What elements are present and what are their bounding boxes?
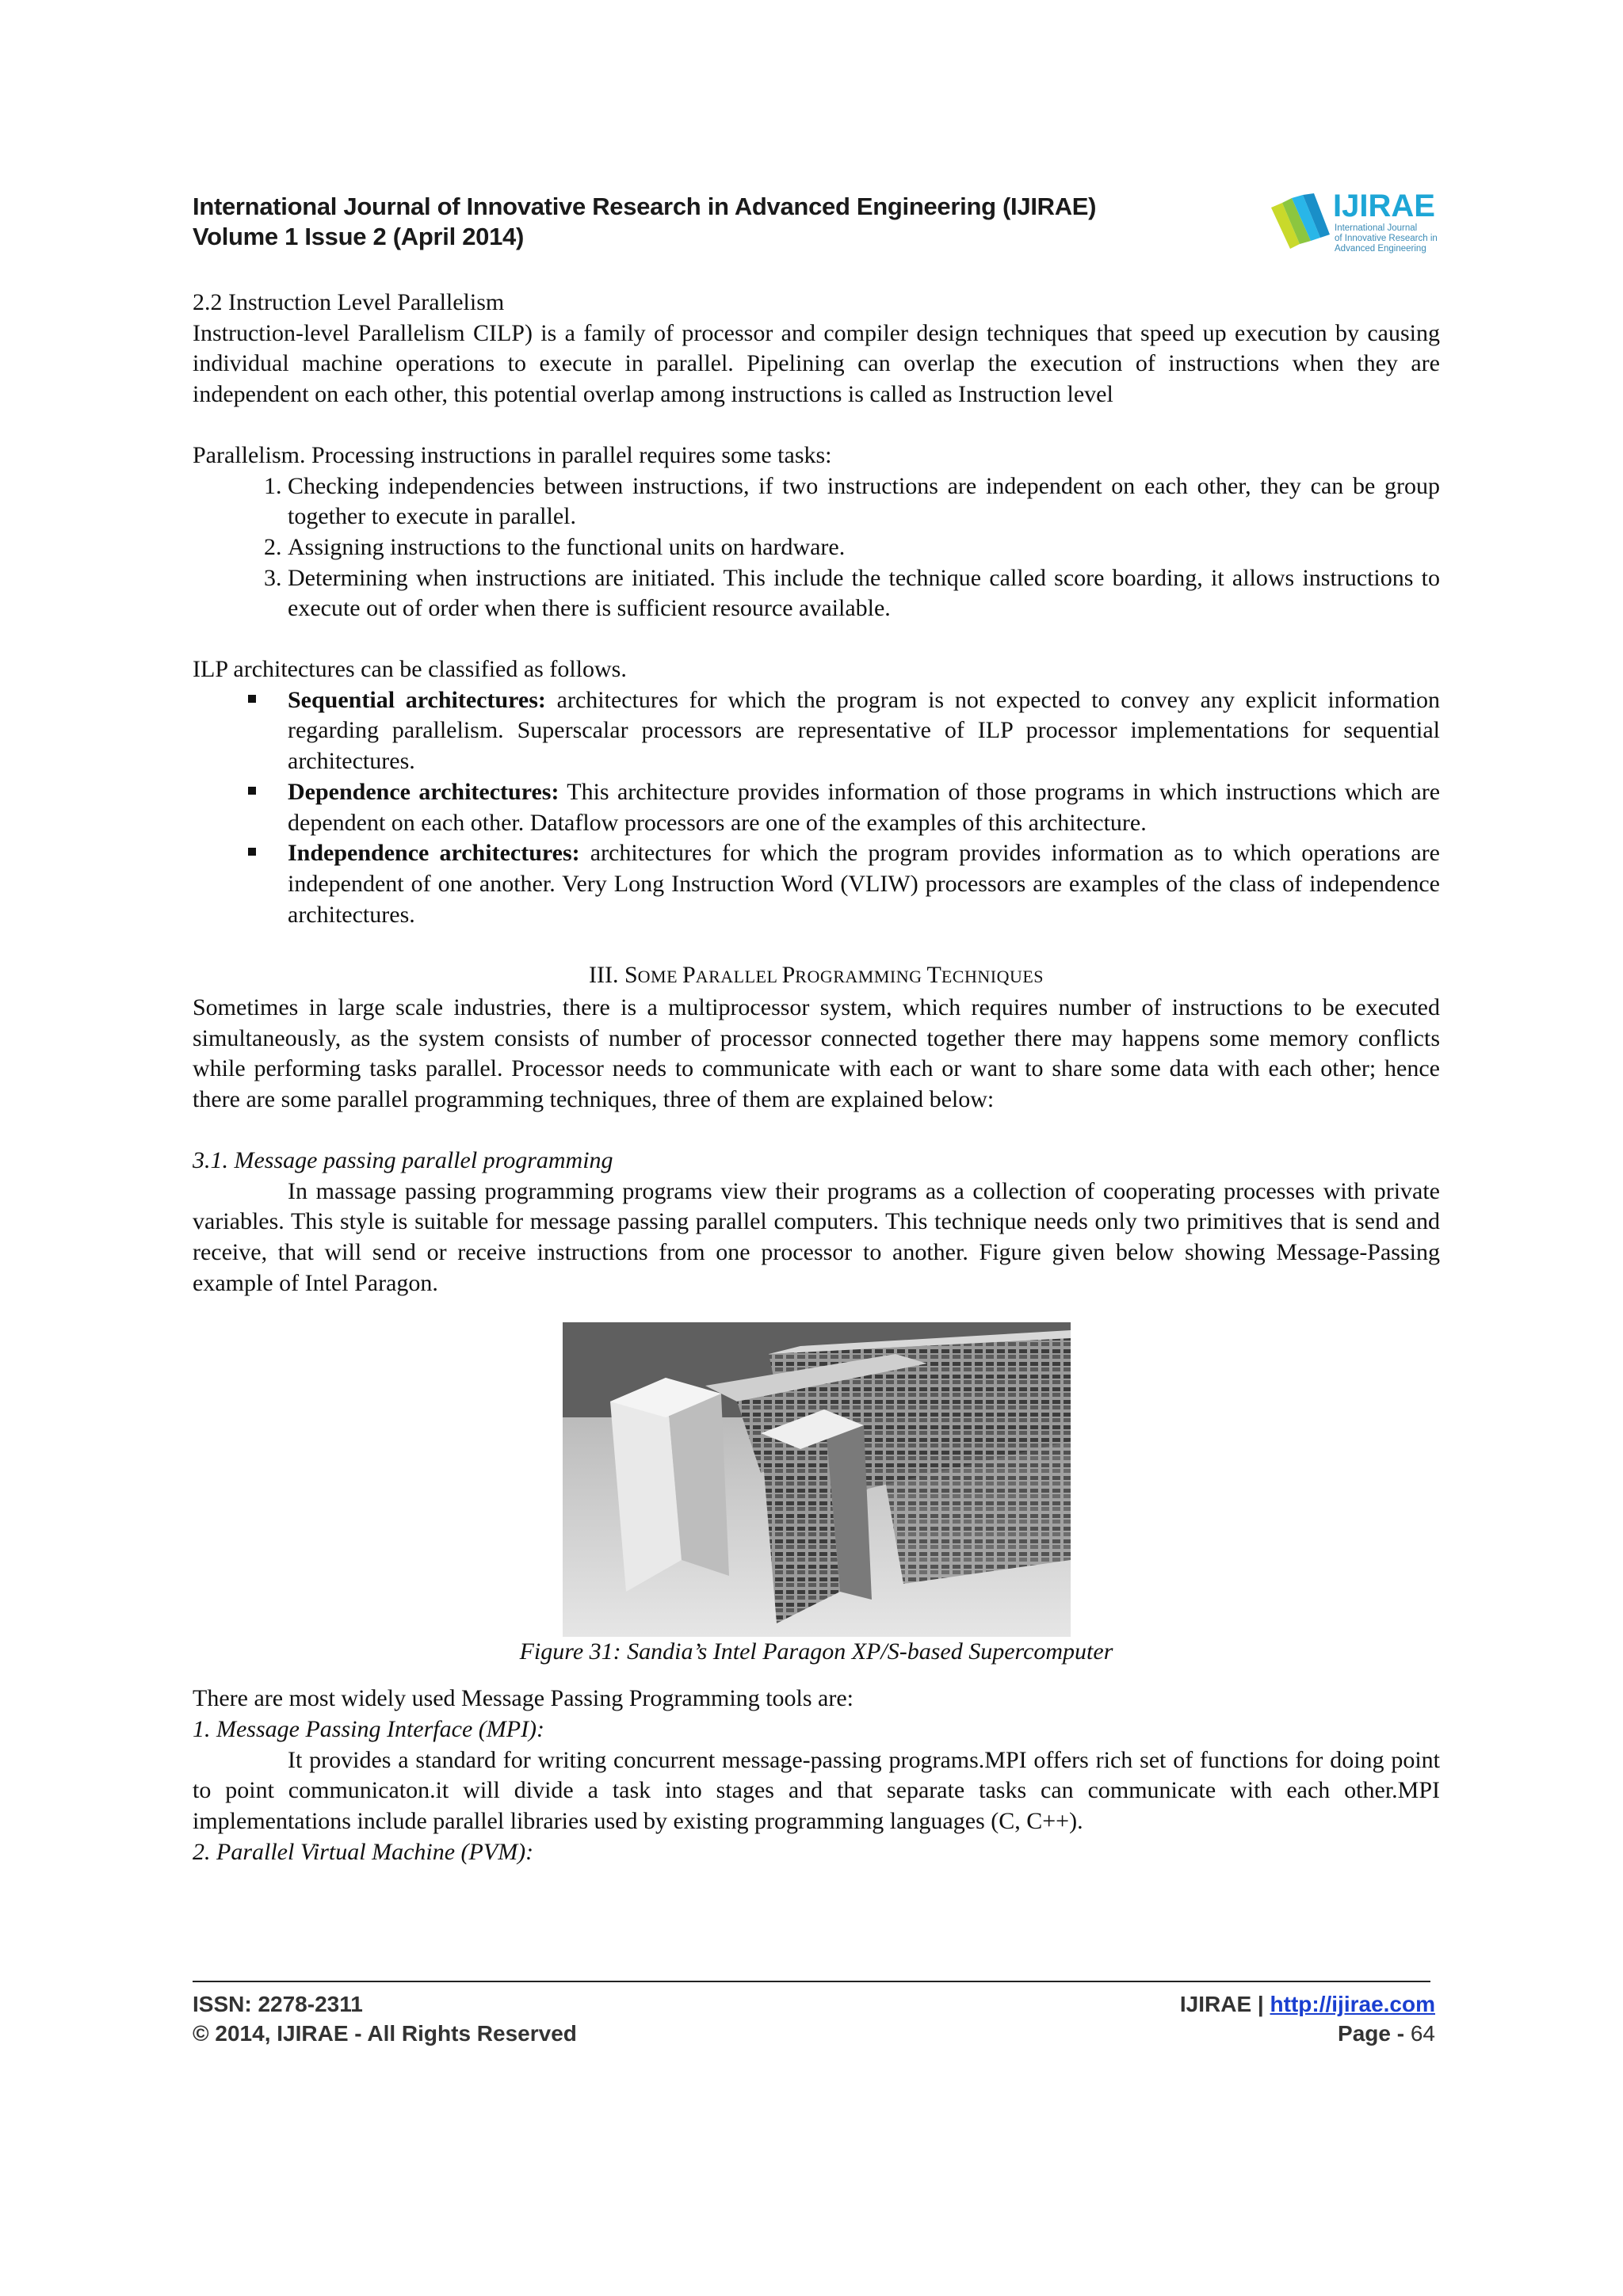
arch-text: This architecture provides information of those programs in which instructions which are dependent on each other. Dataflow processors are one of the examples of this architecture. bbox=[288, 778, 1441, 836]
mpi-heading: 1. Message Passing Interface (MPI): bbox=[193, 1715, 545, 1742]
footer-issn: ISSN: 2278-2311 bbox=[193, 1992, 363, 2016]
tools-intro: There are most widely used Message Passing Programming tools are: bbox=[193, 1685, 854, 1712]
ijirae-logo bbox=[1268, 190, 1450, 257]
list-item: 3. Determining when instructions are initiated. This include the technique called score boarding, it allows instructions to execute out of order when there is sufficient resource available. bbox=[288, 563, 1440, 624]
logo-tagline bbox=[1335, 223, 1453, 254]
journal-volume: Volume 1 Issue 2 (April 2014) bbox=[193, 223, 525, 250]
supercomputer-photo-icon bbox=[563, 1322, 1071, 1637]
pvm-heading: 2. Parallel Virtual Machine (PVM): bbox=[193, 1838, 534, 1865]
list-item: 1. Checking independencies between instructions, if two instructions are independent on each other, they can be group together to execute in parallel. bbox=[288, 471, 1440, 532]
ilp-arch-intro: ILP architectures can be classified as follows. bbox=[193, 656, 627, 683]
mpi-paragraph: It provides a standard for writing concurrent message-passing programs.MPI offers rich set of functions for doing point to point communicaton.it will divide a task into stages and that separate tasks can communicate with each other.MPI implementations include parallel libraries used by existing programming languages (C, C++). bbox=[193, 1746, 1440, 1834]
section-3-heading: III. SOME PARALLEL PROGRAMMING TECHNIQUES bbox=[588, 962, 1044, 989]
list-item bbox=[288, 838, 1440, 930]
list-item: 2. Assigning instructions to the functional units on hardware. bbox=[288, 532, 1440, 563]
arch-term: Dependence architectures: bbox=[288, 778, 559, 805]
section-2-2-heading: 2.2 Instruction Level Parallelism bbox=[193, 289, 505, 315]
figure-caption: Figure 31: Sandia’s Intel Paragon XP/S-based Supercomputer bbox=[519, 1638, 1113, 1665]
square-bullet-icon bbox=[248, 787, 256, 795]
section-3-1-heading: 3.1. Message passing parallel programming bbox=[193, 1146, 613, 1173]
list-item bbox=[288, 685, 1440, 777]
journal-website-link[interactable]: http://ijirae.com bbox=[1270, 1992, 1435, 2016]
supercomputer-figure bbox=[563, 1322, 1071, 1637]
logo-tagline-2: of Innovative Research in bbox=[1335, 234, 1438, 243]
logo-wordmark: IJIRAE bbox=[1333, 189, 1435, 223]
footer-page bbox=[1338, 2019, 1435, 2048]
page-label: Page - bbox=[1338, 2021, 1411, 2046]
footer-rule bbox=[193, 1981, 1430, 1982]
arch-text: architectures for which the program provides information as to which operations are independent of one another. Very Long Instruction Word (VLIW) processors are examples of the class of independence architectures. bbox=[288, 840, 1440, 928]
ilp-paragraph: Instruction-level Parallelism CILP) is a family of processor and compiler design techniques that speed up execution by causing individual machine operations to execute in parallel. Pipelining can overlap the execution of instructions when they are independent on each other, this potential overlap among instructions is called as Instruction level bbox=[193, 319, 1440, 408]
ilp-architecture-list bbox=[193, 685, 1440, 931]
journal-title: International Journal of Innovative Research in Advanced Engineering (IJIRAE) bbox=[193, 193, 1097, 220]
message-passing-paragraph: In massage passing programming programs view their programs as a collection of cooperating processes with private variables. This style is suitable for message passing parallel computers. This technique needs only two primitives that is send and receive, that will send or receive instructions from one processor to another. Figure given below showing Message-Passing example of Intel Paragon. bbox=[193, 1177, 1440, 1296]
square-bullet-icon bbox=[248, 695, 256, 703]
arch-term: Independence architectures: bbox=[288, 840, 580, 867]
arch-text: architectures for which the program is not expected to convey any explicit information regarding parallelism. Superscalar processors are representative of ILP processor implementations for sequential architectures. bbox=[288, 686, 1440, 775]
page-number: 64 bbox=[1410, 2021, 1435, 2046]
logo-tagline-1: International Journal bbox=[1335, 223, 1418, 233]
logo-tagline-3: Advanced Engineering bbox=[1335, 244, 1426, 254]
ilp-tasks-intro: Parallelism. Processing instructions in parallel requires some tasks: bbox=[193, 441, 832, 468]
list-item bbox=[288, 777, 1440, 838]
section-3-paragraph: Sometimes in large scale industries, there is a multiprocessor system, which requires number of instructions to be executed simultaneously, as the system consists of number of processor connected together there may happens some memory conflicts while performing tasks parallel. Processor needs to communicate with each or want to share some data with each other; hence there are some parallel programming techniques, three of them are explained below: bbox=[193, 994, 1440, 1113]
article-body bbox=[193, 288, 1440, 1867]
footer-copyright: © 2014, IJIRAE - All Rights Reserved bbox=[193, 2021, 577, 2046]
ilp-task-list bbox=[193, 471, 1440, 625]
arch-term: Sequential architectures: bbox=[288, 686, 546, 713]
square-bullet-icon bbox=[248, 848, 256, 856]
footer-site bbox=[1180, 1990, 1435, 2019]
journal-header bbox=[193, 192, 1096, 252]
logo-stripes-icon bbox=[1268, 192, 1331, 255]
footer-site-prefix: IJIRAE | bbox=[1179, 1992, 1270, 2016]
